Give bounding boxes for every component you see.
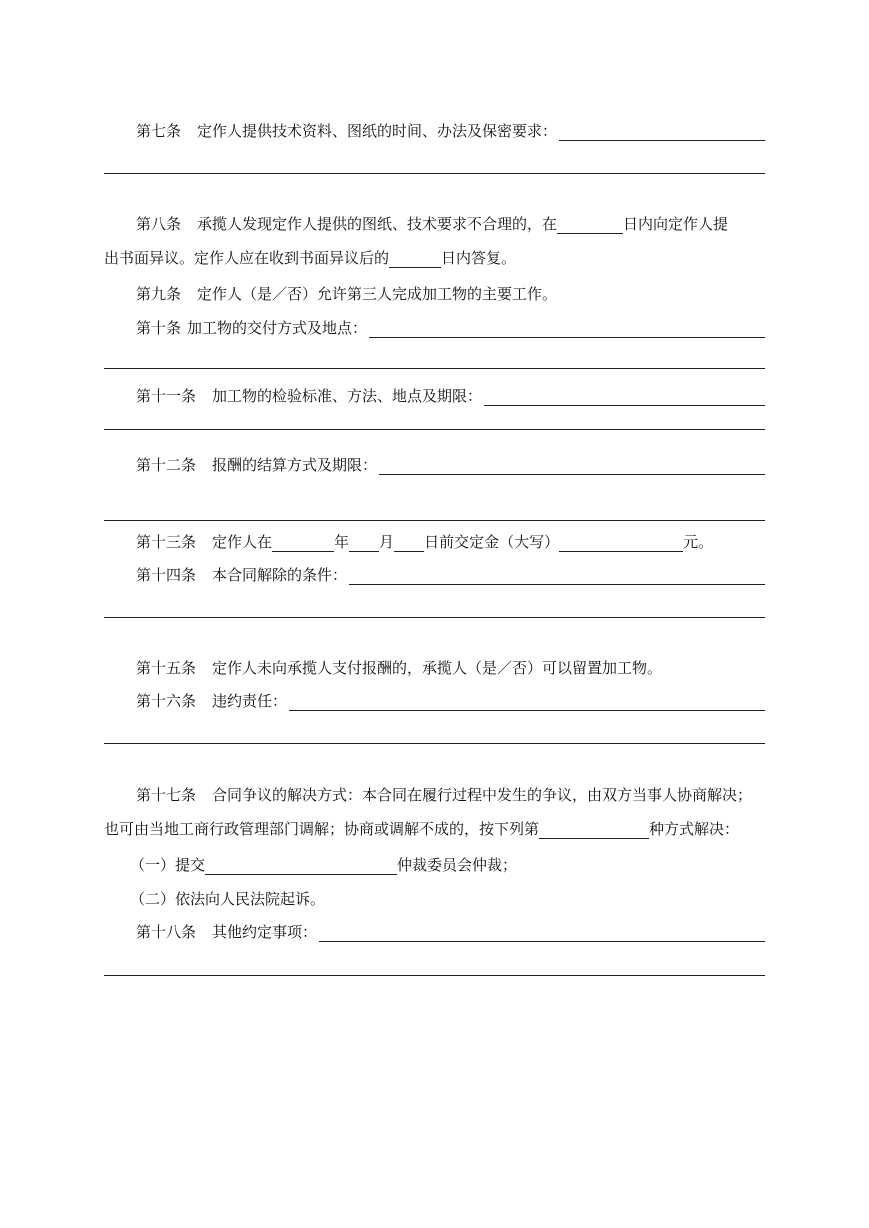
article-12 (104, 455, 765, 475)
article-8-text-3: 出书面异议。定作人应在收到书面异议后的 (104, 249, 390, 267)
article-18-text: 其他约定事项： (212, 923, 318, 941)
article-18-rule[interactable] (104, 975, 765, 976)
article-8-text-2: 日内向定作人提 (623, 215, 729, 233)
article-9-heading: 第九条 (136, 285, 182, 303)
article-16-blank[interactable] (289, 696, 765, 711)
article-16-heading: 第十六条 (136, 692, 197, 710)
article-9 (104, 284, 765, 304)
article-17-heading: 第十七条 (136, 786, 197, 804)
article-10-text: 加工物的交付方式及地点： (187, 319, 368, 337)
article-17-option-1 (104, 855, 765, 875)
article-10 (104, 318, 765, 338)
article-11-blank[interactable] (484, 391, 765, 406)
article-14-heading: 第十四条 (136, 566, 197, 584)
article-12-blank[interactable] (379, 460, 765, 475)
article-14-blank[interactable] (349, 570, 765, 585)
article-16-rule[interactable] (104, 743, 765, 744)
article-8-text-4: 日内答复。 (441, 249, 517, 267)
article-11 (104, 386, 765, 406)
article-8-heading: 第八条 (136, 215, 182, 233)
article-8-text-1: 承揽人发现定作人提供的图纸、技术要求不合理的，在 (197, 215, 558, 233)
article-7 (104, 121, 765, 141)
article-13-text-1: 定作人在 (212, 533, 273, 551)
article-10-rule[interactable] (104, 368, 765, 369)
article-17-line-2 (104, 819, 765, 839)
article-17-text-1: 合同争议的解决方式：本合同在履行过程中发生的争议，由双方当事人协商解决； (212, 786, 753, 804)
article-17-text-2: 也可由当地工商行政管理部门调解；协商或调解不成的，按下列第 (104, 820, 540, 838)
article-12-rule[interactable] (104, 520, 765, 521)
article-9-text: 定作人（是／否）允许第三人完成加工物的主要工作。 (197, 285, 558, 303)
article-17-option-2 (104, 889, 765, 909)
article-18-heading: 第十八条 (136, 923, 197, 941)
article-13-heading: 第十三条 (136, 533, 197, 551)
article-13-day-blank[interactable] (394, 537, 424, 552)
article-17-option-1-prefix: （一）提交 (130, 856, 206, 874)
article-8-days-blank-1[interactable] (557, 219, 623, 234)
article-17-option-blank[interactable] (539, 824, 649, 839)
article-7-text: 定作人提供技术资料、图纸的时间、办法及保密要求： (197, 122, 558, 140)
article-10-blank[interactable] (369, 323, 765, 338)
article-7-heading: 第七条 (136, 122, 182, 140)
article-13-year-blank[interactable] (272, 537, 334, 552)
article-13 (104, 532, 765, 552)
article-8-line-2 (104, 248, 765, 268)
article-13-text-2: 日前交定金（大写） (424, 533, 560, 551)
article-11-heading: 第十一条 (136, 387, 197, 405)
article-18 (104, 922, 765, 942)
article-11-rule[interactable] (104, 429, 765, 430)
article-14-rule[interactable] (104, 617, 765, 618)
article-16 (104, 691, 765, 711)
article-17-arbitration-blank[interactable] (205, 860, 397, 875)
article-13-month-blank[interactable] (349, 537, 379, 552)
article-16-text: 违约责任： (212, 692, 288, 710)
article-8-days-blank-2[interactable] (389, 253, 441, 268)
article-14 (104, 565, 765, 585)
article-11-text: 加工物的检验标准、方法、地点及期限： (212, 387, 483, 405)
article-7-rule[interactable] (104, 173, 765, 174)
article-8-line-1 (104, 214, 765, 234)
article-13-year-label: 年 (334, 533, 350, 551)
article-17-option-2-text: （二）依法向人民法院起诉。 (130, 890, 326, 908)
article-15 (104, 658, 765, 678)
article-17-text-3: 种方式解决： (649, 820, 740, 838)
article-18-blank[interactable] (319, 927, 765, 942)
article-17-option-1-suffix: 仲裁委员会仲裁； (397, 856, 518, 874)
article-12-heading: 第十二条 (136, 456, 197, 474)
article-13-amount-blank[interactable] (559, 537, 683, 552)
article-14-text: 本合同解除的条件： (212, 566, 348, 584)
article-7-blank[interactable] (559, 126, 765, 141)
article-10-heading: 第十条 (136, 319, 182, 337)
article-13-month-label: 月 (379, 533, 395, 551)
article-17-line-1 (104, 785, 765, 805)
article-15-text: 定作人未向承揽人支付报酬的，承揽人（是／否）可以留置加工物。 (212, 659, 663, 677)
article-13-text-3: 元。 (683, 533, 714, 551)
article-12-text: 报酬的结算方式及期限： (212, 456, 378, 474)
article-15-heading: 第十五条 (136, 659, 197, 677)
